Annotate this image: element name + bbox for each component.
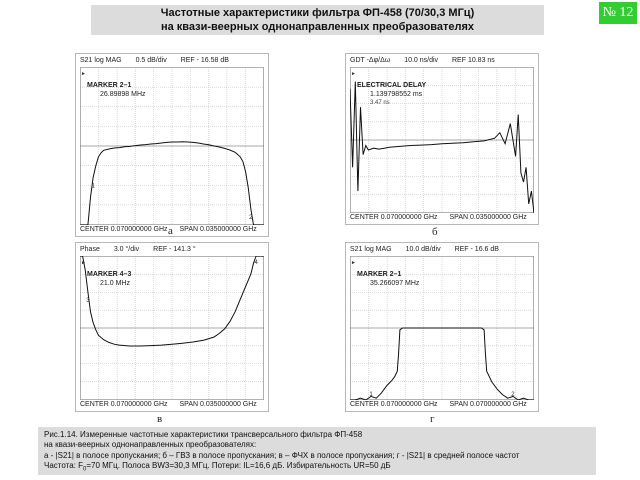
chart-b-marker-value: 1.139798552 ms	[370, 91, 423, 98]
chart-b-header	[350, 55, 536, 67]
title-line-1: Частотные характеристики фильтра ФП-458 (70/30,3 МГц)	[160, 7, 475, 19]
chart-b-ref: REF 10.83 ns	[452, 57, 495, 64]
chart-d-marker-1: 1	[369, 392, 373, 398]
panel-letter-c: в	[157, 413, 163, 425]
chart-c-marker-3: 3	[86, 298, 90, 304]
chart-panel-c	[75, 242, 269, 412]
caption-freq-subscript: 0	[82, 466, 87, 473]
chart-d-center: CENTER 0.070000000 GHz	[350, 401, 438, 408]
chart-d-ref: REF - 16.6 dB	[454, 246, 499, 253]
chart-panel-d	[345, 242, 539, 412]
chart-a-measure: S21 log MAG	[80, 57, 122, 64]
caption-freq-label: Частота: F	[44, 460, 83, 470]
chart-a-plot	[80, 67, 264, 225]
chart-d-span: SPAN 0.070000000 GHz	[449, 401, 527, 408]
chart-a-marker-2: 2	[249, 215, 253, 222]
chart-panel-b	[345, 53, 539, 225]
chart-b-marker-extra: 3.47 ns	[370, 100, 390, 106]
chart-b-measure: GDT -Δφ/Δω	[350, 57, 391, 64]
chart-b-footer	[350, 212, 536, 223]
chart-b-center: CENTER 0.070000000 GHz	[350, 214, 438, 221]
chart-c-measure: Phase	[80, 246, 100, 253]
chart-a-ref-tag: ►	[81, 71, 86, 77]
chart-c-marker-4: 4	[254, 260, 258, 266]
caption-line-2: на квази-веерных однонаправленных преобразователях:	[44, 440, 257, 450]
chart-a-ref: REF - 16.58 dB	[180, 57, 229, 64]
chart-c-span: SPAN 0.035000000 GHz	[179, 401, 257, 408]
panel-letter-a: а	[168, 225, 173, 237]
chart-a-center: CENTER 0.070000000 GHz	[80, 226, 168, 233]
chart-a-scale: 0.5 dB/div	[135, 57, 167, 64]
chart-d-marker-value: 35.266097 MHz	[370, 280, 420, 287]
chart-c-footer	[80, 399, 266, 410]
chart-c-ref-tag: ►	[81, 260, 86, 266]
figure-title	[91, 5, 544, 35]
chart-a-footer	[80, 224, 266, 235]
panel-letter-d: г	[430, 413, 435, 425]
caption-line-4	[44, 461, 591, 475]
chart-c-marker-label: MARKER 4–3	[87, 271, 132, 278]
panel-letter-b: б	[432, 226, 438, 238]
chart-a-marker-label: MARKER 2–1	[87, 82, 132, 89]
chart-d-ref-tag: ►	[351, 260, 356, 266]
title-line-2: на квази-веерных однонаправленных преобразователях	[160, 21, 475, 33]
chart-d-marker-2: 2	[511, 392, 515, 398]
chart-b-scale: 10.0 ns/div	[404, 57, 439, 64]
figure-caption	[38, 427, 596, 475]
chart-a-marker-1: 1	[91, 183, 95, 190]
caption-freq-rest: =70 МГц. Полоса BW3=30,3 МГц. Потери: IL=16,6 дБ. Избирательность UR=50 дБ	[86, 460, 391, 470]
chart-a-span: SPAN 0.035000000 GHz	[179, 226, 257, 233]
chart-b-ref-tag: ►	[351, 71, 356, 77]
chart-d-footer	[350, 399, 536, 410]
chart-b-span: SPAN 0.035000000 GHz	[449, 214, 527, 221]
chart-c-center: CENTER 0.070000000 GHz	[80, 401, 168, 408]
chart-panel-a	[75, 53, 269, 237]
slide-number-badge: № 12	[599, 2, 637, 24]
caption-line-3: а - |S21| в полосе пропускания; б – ГВЗ в полосе пропускания; в – ФЧХ в полосе пропускания; г - |S21| в средней полосе частот	[44, 450, 520, 460]
chart-d-plot	[350, 256, 534, 400]
chart-b-plot	[350, 67, 534, 213]
chart-b-marker-label: ELECTRICAL DELAY	[357, 82, 427, 89]
chart-d-scale: 10.0 dB/div	[405, 246, 441, 253]
chart-c-scale: 3.0 °/div	[113, 246, 140, 253]
chart-d-header	[350, 244, 536, 256]
chart-a-header	[80, 55, 266, 67]
chart-c-ref: REF - 141.3 °	[153, 246, 196, 253]
chart-d-measure: S21 log MAG	[350, 246, 392, 253]
chart-c-marker-value: 21.0 MHz	[100, 280, 130, 287]
caption-line-1: Рис.1.14. Измеренные частотные характеристики трансверсального фильтра ФП-458	[44, 430, 363, 439]
chart-c-header	[80, 244, 266, 256]
chart-c-plot	[80, 256, 264, 400]
chart-d-marker-label: MARKER 2–1	[357, 271, 402, 278]
chart-a-marker-value: 26.89898 MHz	[100, 91, 146, 98]
